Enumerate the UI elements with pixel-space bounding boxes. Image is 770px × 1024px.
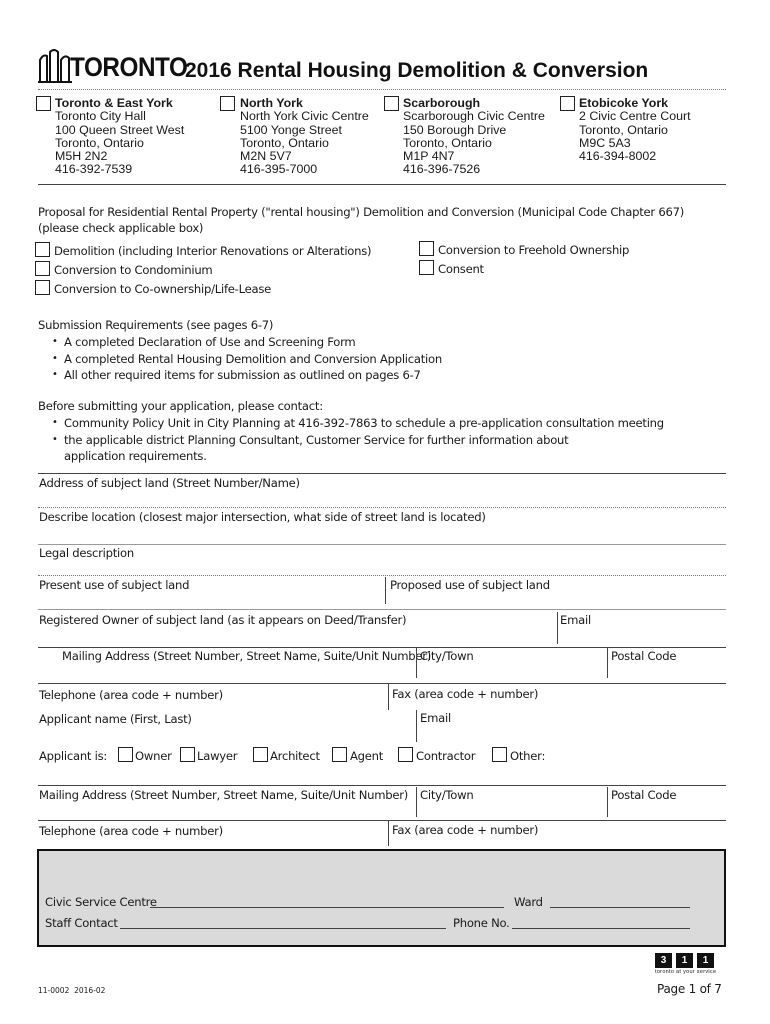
- demolition-checkbox[interactable]: [35, 242, 50, 257]
- architect-checkbox[interactable]: [253, 747, 268, 762]
- field-separator: [388, 684, 389, 710]
- logo-wordmark: TORONTO: [70, 52, 188, 82]
- owner-city-label: City/Town: [420, 649, 474, 663]
- field-separator: [388, 820, 389, 846]
- co-ownership-label: Conversion to Co-ownership/Life-Lease: [54, 282, 272, 296]
- field-separator: [385, 577, 386, 604]
- proposed-use-label: Proposed use of subject land: [390, 578, 550, 592]
- page-number: Page 1 of 7: [657, 982, 722, 996]
- office-line: 150 Borough Drive: [403, 122, 507, 137]
- field-separator: [416, 787, 417, 817]
- office-toronto-east-york: [36, 97, 184, 177]
- contact-heading: Before submitting your application, please contact:: [38, 399, 323, 413]
- condominium-checkbox[interactable]: [35, 261, 50, 276]
- applicant-telephone-label: Telephone (area code + number): [39, 824, 223, 838]
- form-id: 11-0002 2016-02: [38, 986, 106, 995]
- office-north-york: [220, 97, 369, 177]
- staff-contact-label: Staff Contact: [45, 916, 118, 930]
- office-name: North York: [240, 96, 303, 110]
- toronto-logo: [38, 46, 188, 86]
- page-title: 2016 Rental Housing Demolition & Conversion: [185, 59, 649, 82]
- office-line: 2 Civic Centre Court: [579, 109, 691, 124]
- owner-mailing-label: Mailing Address (Street Number, Street Name, Suite/Unit Number): [62, 649, 432, 663]
- phone-number-input[interactable]: [512, 928, 690, 929]
- office-etobicoke-york: [560, 97, 691, 163]
- office-line: Toronto, Ontario: [579, 122, 668, 137]
- agent-option-label: Agent: [350, 749, 384, 763]
- office-line: 5100 Yonge Street: [240, 122, 342, 137]
- owner-fax-label: Fax (area code + number): [392, 687, 539, 701]
- field-separator: [416, 648, 417, 678]
- co-ownership-checkbox[interactable]: [35, 280, 50, 295]
- contractor-option-label: Contractor: [416, 749, 476, 763]
- address-label: Address of subject land (Street Number/Name): [39, 476, 300, 490]
- office-line: M9C 5A3: [579, 135, 631, 150]
- office-line: Toronto, Ontario: [403, 135, 492, 150]
- field-separator: [607, 787, 608, 817]
- freehold-checkbox[interactable]: [419, 241, 434, 256]
- office-checkbox[interactable]: [560, 96, 575, 111]
- owner-checkbox[interactable]: [118, 747, 133, 762]
- badge-digit: 3: [655, 953, 672, 968]
- applicant-fax-label: Fax (area code + number): [392, 823, 539, 837]
- present-use-label: Present use of subject land: [39, 578, 190, 592]
- title-rule: [38, 89, 726, 90]
- office-name: Etobicoke York: [579, 96, 669, 110]
- offices-bottom-rule: [38, 184, 726, 185]
- architect-option-label: Architect: [270, 749, 320, 763]
- requirements-heading: Submission Requirements (see pages 6-7): [38, 318, 274, 332]
- office-checkbox[interactable]: [384, 96, 399, 111]
- other-checkbox[interactable]: [492, 747, 507, 762]
- field-separator: [416, 710, 417, 742]
- field-divider: [38, 683, 726, 684]
- ward-label: Ward: [514, 895, 543, 909]
- office-scarborough: [384, 97, 545, 177]
- owner-email-label: Email: [560, 613, 591, 627]
- condominium-label: Conversion to Condominium: [54, 263, 213, 277]
- office-line: M2N 5V7: [240, 149, 292, 164]
- owner-postal-label: Postal Code: [611, 649, 677, 663]
- freehold-label: Conversion to Freehold Ownership: [438, 243, 630, 257]
- contact-list: [50, 415, 664, 465]
- requirements-list: [50, 334, 730, 384]
- owner-label: Registered Owner of subject land (as it appears on Deed/Transfer): [39, 613, 407, 627]
- field-divider: [38, 820, 726, 821]
- list-item: • A completed Rental Housing Demolition and Conversion Application: [50, 351, 730, 368]
- proposal-instruction: (please check applicable box): [38, 221, 204, 235]
- applicant-city-label: City/Town: [420, 788, 474, 802]
- consent-label: Consent: [438, 262, 484, 276]
- office-line: North York Civic Centre: [240, 109, 369, 124]
- phone-number-label: Phone No.: [453, 916, 510, 930]
- civic-centre-input[interactable]: [150, 907, 504, 908]
- field-divider: [38, 609, 726, 610]
- office-line: Scarborough Civic Centre: [403, 109, 545, 124]
- field-separator: [607, 648, 608, 678]
- office-line: 100 Queen Street West: [55, 122, 185, 137]
- owner-telephone-label: Telephone (area code + number): [39, 688, 223, 702]
- consent-checkbox[interactable]: [419, 260, 434, 275]
- demolition-label: Demolition (including Interior Renovations or Alterations): [54, 244, 372, 258]
- other-option-label: Other:: [510, 749, 546, 763]
- city-hall-icon: [38, 46, 72, 84]
- office-line: Toronto, Ontario: [55, 135, 144, 150]
- badge-tagline: toronto at your service: [655, 969, 717, 975]
- office-line: Toronto, Ontario: [240, 135, 329, 150]
- civic-centre-label: Civic Service Centre: [45, 895, 157, 909]
- owner-option-label: Owner: [135, 749, 172, 763]
- office-checkbox[interactable]: [220, 96, 235, 111]
- office-name: Toronto & East York: [55, 96, 173, 110]
- field-divider: [38, 507, 726, 508]
- office-line: 416-394-8002: [579, 149, 657, 164]
- legal-description-label: Legal description: [39, 546, 134, 560]
- office-name: Scarborough: [403, 96, 481, 110]
- agent-checkbox[interactable]: [332, 747, 347, 762]
- office-line: M1P 4N7: [403, 149, 455, 164]
- office-line: 416-396-7526: [403, 162, 481, 177]
- 311-logo: [655, 953, 725, 975]
- staff-contact-input[interactable]: [120, 928, 446, 929]
- list-item: • the applicable district Planning Consultant, Customer Service for further information about application requirements.: [50, 432, 610, 465]
- office-line: M5H 2N2: [55, 149, 108, 164]
- applicant-is-label: Applicant is:: [39, 749, 108, 763]
- field-separator: [557, 612, 558, 644]
- applicant-email-label: Email: [420, 711, 451, 725]
- applicant-name-label: Applicant name (First, Last): [39, 712, 192, 726]
- applicant-postal-label: Postal Code: [611, 788, 677, 802]
- list-item: • All other required items for submission as outlined on pages 6-7: [50, 367, 730, 384]
- ward-input[interactable]: [550, 907, 690, 908]
- applicant-mailing-label: Mailing Address (Street Number, Street Name, Suite/Unit Number): [39, 788, 409, 802]
- field-divider: [38, 575, 726, 576]
- office-line: 416-395-7000: [240, 162, 318, 177]
- proposal-intro: Proposal for Residential Rental Property ("rental housing") Demolition and Conversion (Municipal Code Chapter 667): [38, 205, 685, 219]
- list-item: • Community Policy Unit in City Planning at 416-392-7863 to schedule a pre-application consultation meeting: [50, 415, 610, 432]
- location-label: Describe location (closest major intersection, what side of street land is located): [39, 510, 486, 524]
- field-divider: [38, 785, 726, 786]
- field-divider: [38, 544, 726, 545]
- badge-digit: 1: [676, 953, 693, 968]
- office-line: 416-392-7539: [55, 162, 133, 177]
- section-rule: [38, 473, 726, 474]
- contractor-checkbox[interactable]: [398, 747, 413, 762]
- badge-digit: 1: [697, 953, 714, 968]
- lawyer-option-label: Lawyer: [197, 749, 238, 763]
- office-line: Toronto City Hall: [55, 109, 146, 124]
- list-item: • A completed Declaration of Use and Screening Form: [50, 334, 730, 351]
- office-checkbox[interactable]: [36, 96, 51, 111]
- lawyer-checkbox[interactable]: [180, 747, 195, 762]
